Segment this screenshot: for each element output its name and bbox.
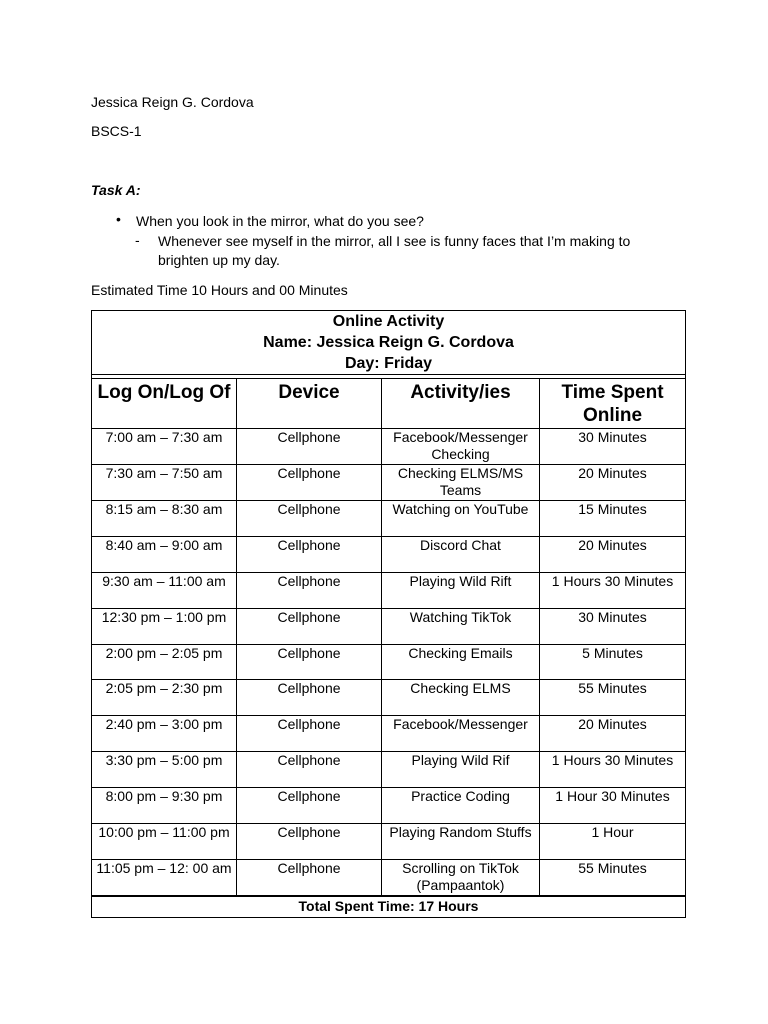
cell-spent: 30 Minutes	[540, 429, 686, 465]
table-row	[92, 860, 686, 897]
estimated-time: Estimated Time 10 Hours and 00 Minutes	[91, 282, 348, 298]
cell-device: Cellphone	[237, 680, 382, 716]
col-header-time-spent: Time Spent Online	[540, 379, 686, 429]
online-activity-table	[91, 310, 686, 918]
table-row	[92, 680, 686, 716]
column-header-row	[92, 379, 686, 429]
cell-activity: Practice Coding	[382, 788, 540, 824]
table-row	[92, 501, 686, 537]
cell-time: 7:30 am – 7:50 am	[92, 465, 237, 501]
table-header-box	[92, 311, 686, 375]
table-row	[92, 465, 686, 501]
cell-spent: 5 Minutes	[540, 645, 686, 680]
cell-time: 8:15 am – 8:30 am	[92, 501, 237, 537]
cell-activity: Checking ELMS/MS Teams	[382, 465, 540, 501]
table-row	[92, 429, 686, 465]
task-label: Task A:	[91, 182, 141, 198]
cell-activity: Scrolling on TikTok (Pampaantok)	[382, 860, 540, 897]
cell-device: Cellphone	[237, 788, 382, 824]
dash-icon: -	[135, 232, 140, 248]
table-title: Online Activity	[332, 313, 445, 330]
cell-device: Cellphone	[237, 609, 382, 645]
cell-device: Cellphone	[237, 573, 382, 609]
cell-time: 2:05 pm – 2:30 pm	[92, 680, 237, 716]
cell-spent: 30 Minutes	[540, 609, 686, 645]
cell-spent: 20 Minutes	[540, 465, 686, 501]
cell-device: Cellphone	[237, 824, 382, 860]
total-row	[92, 896, 686, 918]
cell-activity: Playing Wild Rift	[382, 573, 540, 609]
table-row	[92, 645, 686, 680]
table-name-line: Name: Jessica Reign G. Cordova	[263, 334, 514, 351]
cell-spent: 1 Hour 30 Minutes	[540, 788, 686, 824]
table-row	[92, 537, 686, 573]
cell-device: Cellphone	[237, 645, 382, 680]
cell-time: 12:30 pm – 1:00 pm	[92, 609, 237, 645]
bullet-answer: Whenever see myself in the mirror, all I see is funny faces that I’m making to brighten up my day.	[158, 233, 631, 268]
cell-device: Cellphone	[237, 429, 382, 465]
table-row	[92, 716, 686, 752]
cell-activity: Watching TikTok	[382, 609, 540, 645]
cell-time: 10:00 pm – 11:00 pm	[92, 824, 237, 860]
cell-device: Cellphone	[237, 537, 382, 573]
cell-activity: Playing Wild Rif	[382, 752, 540, 788]
cell-spent: 20 Minutes	[540, 716, 686, 752]
cell-spent: 15 Minutes	[540, 501, 686, 537]
cell-activity: Checking ELMS	[382, 680, 540, 716]
cell-device: Cellphone	[237, 860, 382, 897]
cell-spent: 1 Hours 30 Minutes	[540, 573, 686, 609]
cell-activity: Facebook/Messenger Checking	[382, 429, 540, 465]
table-row	[92, 752, 686, 788]
bullet-question: When you look in the mirror, what do you see?	[136, 213, 424, 229]
cell-time: 11:05 pm – 12: 00 am	[92, 860, 237, 897]
cell-device: Cellphone	[237, 501, 382, 537]
cell-time: 8:00 pm – 9:30 pm	[92, 788, 237, 824]
cell-time: 2:00 pm – 2:05 pm	[92, 645, 237, 680]
cell-device: Cellphone	[237, 465, 382, 501]
cell-spent: 1 Hour	[540, 824, 686, 860]
table-row	[92, 609, 686, 645]
table-row	[92, 824, 686, 860]
col-header-log: Log On/Log Of	[92, 379, 237, 429]
col-header-activity: Activity/ies	[382, 379, 540, 429]
cell-spent: 1 Hours 30 Minutes	[540, 752, 686, 788]
table-row	[92, 573, 686, 609]
student-name: Jessica Reign G. Cordova	[91, 94, 254, 110]
cell-spent: 55 Minutes	[540, 680, 686, 716]
cell-activity: Checking Emails	[382, 645, 540, 680]
table-day-line: Day: Friday	[344, 355, 433, 372]
cell-time: 3:30 pm – 5:00 pm	[92, 752, 237, 788]
cell-time: 7:00 am – 7:30 am	[92, 429, 237, 465]
cell-activity: Watching on YouTube	[382, 501, 540, 537]
table-row	[92, 788, 686, 824]
cell-activity: Discord Chat	[382, 537, 540, 573]
bullet-icon: •	[116, 211, 121, 227]
cell-device: Cellphone	[237, 716, 382, 752]
cell-time: 8:40 am – 9:00 am	[92, 537, 237, 573]
cell-activity: Facebook/Messenger	[382, 716, 540, 752]
section-label: BSCS-1	[91, 123, 142, 139]
cell-device: Cellphone	[237, 752, 382, 788]
cell-activity: Playing Random Stuffs	[382, 824, 540, 860]
cell-spent: 20 Minutes	[540, 537, 686, 573]
cell-time: 2:40 pm – 3:00 pm	[92, 716, 237, 752]
total-spent-time: Total Spent Time: 17 Hours	[92, 896, 686, 918]
cell-time: 9:30 am – 11:00 am	[92, 573, 237, 609]
cell-spent: 55 Minutes	[540, 860, 686, 897]
col-header-device: Device	[237, 379, 382, 429]
